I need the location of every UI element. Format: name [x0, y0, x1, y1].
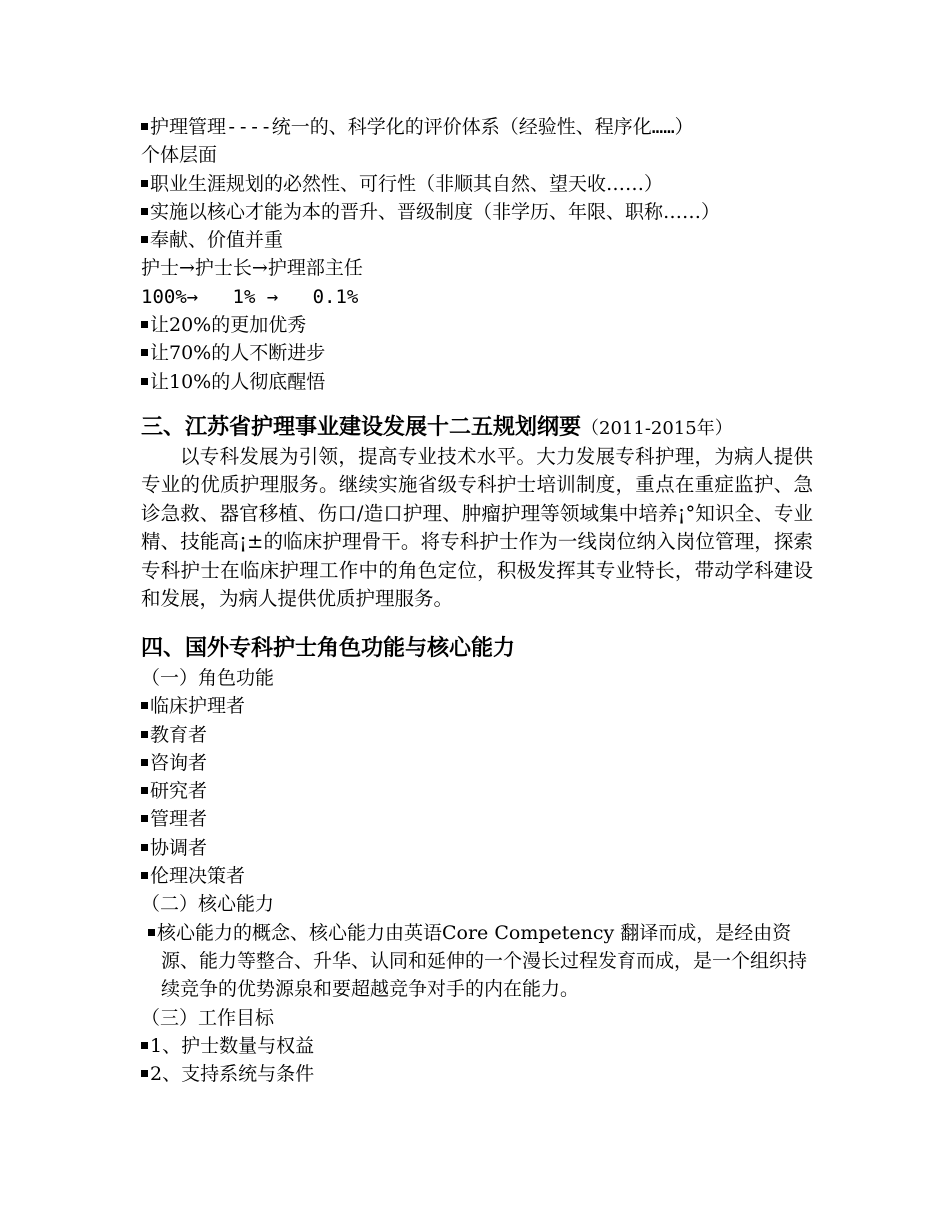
- list-item: [141, 749, 821, 777]
- core-text: 核心能力的概念、核心能力由英语Core Competency 翻译而成，是经由资源、能力等整合、升华、认同和延伸的一个漫长过程发育而成，是一个组织持续竞争的优势源泉和要超越竞争对手的内在能力。: [157, 921, 808, 1001]
- heading-text: 四、国外专科护士角色功能与核心能力: [141, 635, 516, 661]
- bullet-icon: [141, 236, 148, 243]
- text-line: [141, 368, 821, 396]
- list-item: [141, 692, 821, 720]
- text-line: [141, 170, 821, 198]
- line-text: 100%→ 1% → 0.1%: [141, 285, 359, 308]
- section-heading: [141, 413, 821, 443]
- document-body: [141, 113, 821, 1088]
- subheading: [141, 664, 821, 692]
- subheading: [141, 890, 821, 918]
- text-line: [141, 141, 821, 169]
- bullet-icon: [141, 349, 148, 356]
- bullet-icon: [141, 787, 148, 794]
- text-line: [141, 283, 821, 311]
- text-line: [141, 113, 821, 141]
- bullet-icon: [141, 1070, 148, 1077]
- role-text: 研究者: [150, 780, 208, 803]
- text-line: [141, 254, 821, 282]
- role-text: 协调者: [150, 836, 208, 859]
- list-item: [141, 834, 821, 862]
- line-text: 让10%的人彻底醒悟: [150, 370, 326, 393]
- heading-text: 三、江苏省护理事业建设发展十二五规划纲要: [141, 414, 582, 440]
- subheading-text: （三）工作目标: [141, 1006, 275, 1029]
- role-text: 管理者: [150, 808, 208, 831]
- line-text: 让20%的更加优秀: [150, 314, 307, 337]
- core-competency-text: [141, 919, 821, 1004]
- section-heading: [141, 634, 821, 664]
- list-item: [141, 777, 821, 805]
- bullet-icon: [141, 702, 148, 709]
- text-line: [141, 311, 821, 339]
- subheading-text: （一）角色功能: [141, 666, 275, 689]
- text-line: [141, 339, 821, 367]
- subheading-text: （二）核心能力: [141, 893, 275, 916]
- bullet-icon: [141, 1042, 148, 1049]
- bullet-icon: [141, 872, 148, 879]
- line-text: 职业生涯规划的必然性、可行性（非顺其自然、望天收……）: [150, 172, 664, 195]
- bullet-icon: [141, 815, 148, 822]
- role-text: 伦理决策者: [150, 865, 246, 888]
- subheading: [141, 1004, 821, 1032]
- line-text: 个体层面: [141, 144, 218, 167]
- list-item: [141, 1060, 821, 1088]
- bullet-icon: [141, 378, 148, 385]
- section-paragraph: 以专科发展为引领，提高专业技术水平。大力发展专科护理，为病人提供专业的优质护理服务。继续实施省级专科护士培训制度，重点在重症监护、急诊急救、器官移植、伤口/造口护理、肿瘤护理等领域集中培养¡°知识全、专业精、技能高¡±的临床护理骨干。将专科护士作为一线岗位纳入岗位管理，探索专科护士在临床护理工作中的角色定位，积极发挥其专业特长，带动学科建设和发展，为病人提供优质护理服务。: [141, 444, 813, 611]
- line-text: 护士→护士长→护理部主任: [141, 257, 363, 280]
- line-text: 护理管理----统一的、科学化的评价体系（经验性、程序化……）: [150, 116, 694, 138]
- role-text: 咨询者: [150, 751, 208, 774]
- bullet-icon: [141, 208, 148, 215]
- bullet-icon: [141, 123, 148, 130]
- text-line: [141, 198, 821, 226]
- list-item: [141, 862, 821, 890]
- goal-text: 2、支持系统与条件: [150, 1063, 315, 1086]
- text-line: [141, 226, 821, 254]
- goal-text: 1、护士数量与权益: [150, 1034, 315, 1057]
- bullet-icon: [148, 929, 155, 936]
- list-item: [141, 721, 821, 749]
- line-text: 实施以核心才能为本的晋升、晋级制度（非学历、年限、职称……）: [150, 200, 721, 223]
- role-text: 临床护理者: [150, 695, 246, 718]
- bullet-icon: [141, 759, 148, 766]
- line-text: 奉献、价值并重: [150, 229, 284, 252]
- role-text: 教育者: [150, 723, 208, 746]
- list-item: [141, 805, 821, 833]
- bullet-icon: [141, 731, 148, 738]
- line-text: 让70%的人不断进步: [150, 342, 326, 365]
- bullet-icon: [141, 321, 148, 328]
- list-item: [141, 1032, 821, 1060]
- bullet-icon: [141, 180, 148, 187]
- heading-tail: （2011-2015年）: [581, 417, 733, 439]
- bullet-icon: [141, 844, 148, 851]
